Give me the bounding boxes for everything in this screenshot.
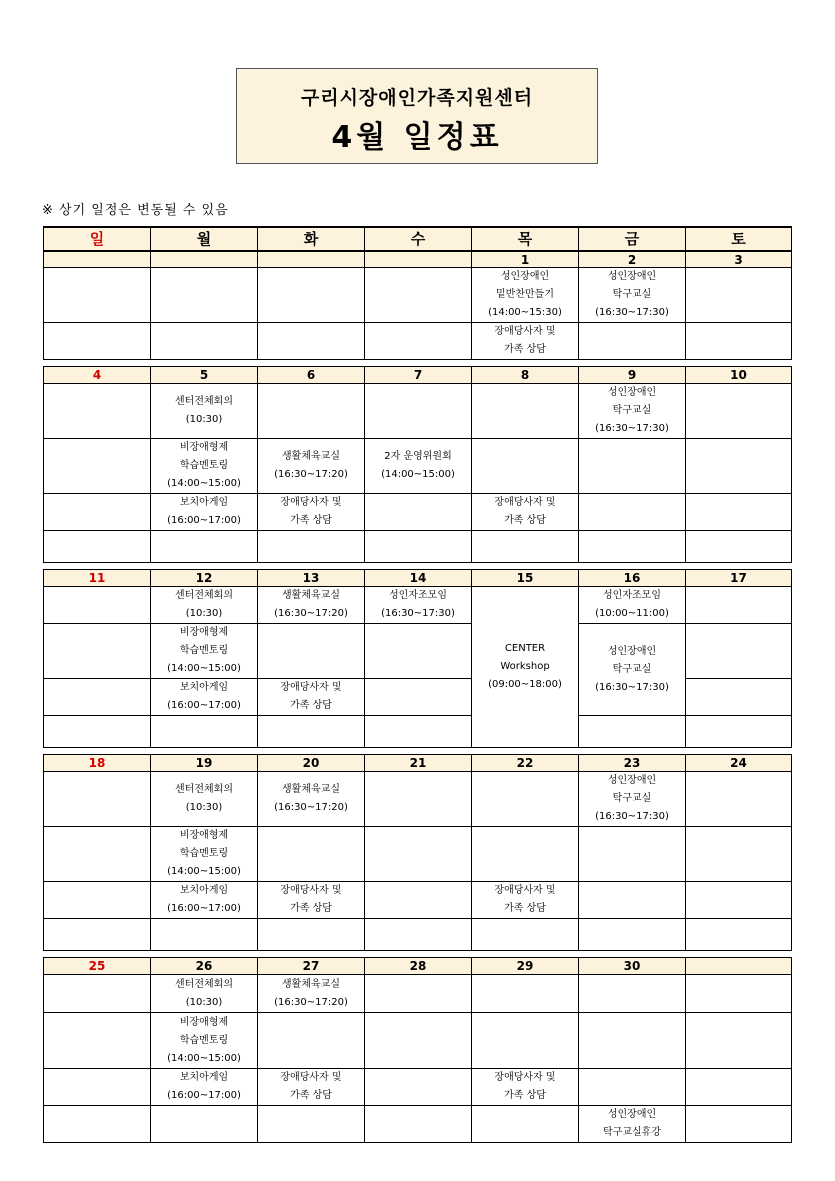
empty-cell xyxy=(472,384,579,439)
week-gap xyxy=(44,360,792,367)
date-cell: 27 xyxy=(258,958,365,975)
event-cell xyxy=(258,882,365,919)
event-text: 장애당사자 및 xyxy=(494,497,556,508)
title-box xyxy=(236,68,598,164)
event-text: 가족 상담 xyxy=(290,1090,332,1101)
empty-cell xyxy=(44,975,151,1013)
event-text: 가족 상담 xyxy=(504,344,546,355)
empty-cell xyxy=(258,716,365,748)
weekday-wed: 수 xyxy=(365,227,472,251)
empty-cell xyxy=(686,975,792,1013)
weekday-sun: 일 xyxy=(44,227,151,251)
event-text: 학습멘토링 xyxy=(179,1034,229,1046)
event-text: (16:00~17:00) xyxy=(167,1090,241,1101)
event-cell xyxy=(151,679,258,716)
empty-cell xyxy=(258,1013,365,1069)
date-cell: 7 xyxy=(365,367,472,384)
empty-cell xyxy=(686,587,792,624)
event-cell xyxy=(151,624,258,679)
event-text: (10:30) xyxy=(185,414,223,425)
date-cell: 24 xyxy=(686,755,792,772)
empty-cell xyxy=(44,1106,151,1143)
empty-cell xyxy=(258,919,365,951)
event-cell xyxy=(258,1069,365,1106)
event-cell xyxy=(258,494,365,531)
event-cell xyxy=(365,587,472,624)
event-text: 장애당사자 및 xyxy=(280,885,342,896)
event-text: 2자 운영위원회 xyxy=(384,451,452,462)
event-text: 탁구교실 xyxy=(612,289,652,300)
event-text: 장애당사자 및 xyxy=(494,885,556,896)
empty-cell xyxy=(258,827,365,882)
empty-cell xyxy=(365,882,472,919)
event-text: (14:00~15:00) xyxy=(167,478,241,489)
event-text: 가족 상담 xyxy=(504,1090,546,1101)
empty-cell xyxy=(686,494,792,531)
empty-cell xyxy=(579,1013,686,1069)
event-text: (16:30~17:30) xyxy=(595,681,669,693)
empty-cell xyxy=(686,679,792,716)
date-row xyxy=(44,958,792,975)
empty-cell xyxy=(579,716,686,748)
date-cell: 12 xyxy=(151,570,258,587)
date-cell: 15 xyxy=(472,570,579,587)
event-row xyxy=(44,975,792,1013)
empty-cell xyxy=(472,919,579,951)
date-cell: 14 xyxy=(365,570,472,587)
date-cell: 10 xyxy=(686,367,792,384)
empty-cell xyxy=(44,587,151,624)
event-text: 학습멘토링 xyxy=(179,460,229,471)
event-text: 학습멘토링 xyxy=(179,645,229,656)
empty-cell xyxy=(365,494,472,531)
event-text: (10:30) xyxy=(185,802,223,813)
empty-cell xyxy=(365,624,472,679)
date-cell xyxy=(365,251,472,268)
event-text: (14:00~15:00) xyxy=(167,1052,241,1064)
event-text: 생활체육교실 xyxy=(282,978,340,990)
empty-cell xyxy=(686,439,792,494)
empty-cell xyxy=(472,975,579,1013)
event-cell xyxy=(151,494,258,531)
event-text: 탁구교실 xyxy=(612,405,652,416)
empty-cell xyxy=(579,1069,686,1106)
empty-cell xyxy=(579,919,686,951)
event-text: 장애당사자 및 xyxy=(494,1072,556,1083)
weekday-thu: 목 xyxy=(472,227,579,251)
weekday-tue: 화 xyxy=(258,227,365,251)
event-row xyxy=(44,882,792,919)
event-text: 장애당사자 및 xyxy=(280,682,342,693)
event-cell xyxy=(258,772,365,827)
event-text: 생활체육교실 xyxy=(282,451,340,462)
event-cell xyxy=(151,882,258,919)
event-row xyxy=(44,384,792,439)
date-cell xyxy=(258,251,365,268)
event-text: 센터전체회의 xyxy=(175,590,233,601)
empty-cell xyxy=(579,439,686,494)
empty-cell xyxy=(44,919,151,951)
empty-cell xyxy=(365,323,472,360)
event-cell xyxy=(151,587,258,624)
date-cell: 3 xyxy=(686,251,792,268)
empty-cell xyxy=(686,268,792,323)
date-cell: 2 xyxy=(579,251,686,268)
event-row xyxy=(44,624,792,679)
empty-cell xyxy=(686,772,792,827)
event-row xyxy=(44,531,792,563)
empty-cell xyxy=(579,882,686,919)
empty-cell xyxy=(44,827,151,882)
date-cell: 1 xyxy=(472,251,579,268)
event-text: CENTER xyxy=(504,643,546,654)
empty-cell xyxy=(365,1069,472,1106)
event-cell xyxy=(258,587,365,624)
date-cell: 21 xyxy=(365,755,472,772)
date-cell: 29 xyxy=(472,958,579,975)
event-text: (14:00~15:00) xyxy=(381,469,455,480)
empty-cell xyxy=(365,1106,472,1143)
week-gap xyxy=(44,951,792,958)
event-text: (14:00~15:00) xyxy=(167,663,241,674)
date-cell: 16 xyxy=(579,570,686,587)
empty-cell xyxy=(472,1013,579,1069)
empty-cell xyxy=(151,531,258,563)
event-text: (16:00~17:00) xyxy=(167,515,241,526)
event-text: 비장애형제 xyxy=(179,627,229,638)
empty-cell xyxy=(151,323,258,360)
date-cell: 5 xyxy=(151,367,258,384)
date-cell: 4 xyxy=(44,367,151,384)
event-text: 성인장애인 xyxy=(607,645,657,657)
empty-cell xyxy=(44,772,151,827)
empty-cell xyxy=(44,323,151,360)
event-text: 탁구교실 xyxy=(612,793,652,804)
event-text: 보치아게임 xyxy=(179,497,229,508)
empty-cell xyxy=(44,882,151,919)
empty-cell xyxy=(579,531,686,563)
event-cell xyxy=(151,827,258,882)
date-row xyxy=(44,570,792,587)
empty-cell xyxy=(686,827,792,882)
event-cell xyxy=(472,1069,579,1106)
empty-cell xyxy=(258,268,365,323)
date-cell: 8 xyxy=(472,367,579,384)
event-cell xyxy=(579,384,686,439)
empty-cell xyxy=(258,624,365,679)
event-row xyxy=(44,494,792,531)
event-text: (10:00~11:00) xyxy=(595,608,669,619)
event-text: 센터전체회의 xyxy=(175,396,233,407)
event-text: 성인자조모임 xyxy=(389,590,447,601)
event-cell xyxy=(579,1106,686,1143)
empty-cell xyxy=(151,1106,258,1143)
empty-cell xyxy=(44,1069,151,1106)
date-cell: 23 xyxy=(579,755,686,772)
event-text: (16:00~17:00) xyxy=(167,700,241,711)
empty-cell xyxy=(686,1106,792,1143)
date-cell: 25 xyxy=(44,958,151,975)
page-title: 4월 일정표 xyxy=(331,120,503,155)
empty-cell xyxy=(686,882,792,919)
empty-cell xyxy=(686,531,792,563)
event-row xyxy=(44,1069,792,1106)
org-name: 구리시장애인가족지원센터 xyxy=(300,87,534,109)
event-text: 장애당사자 및 xyxy=(280,497,342,508)
date-cell: 26 xyxy=(151,958,258,975)
event-text: (14:00~15:30) xyxy=(488,307,562,318)
event-text: 가족 상담 xyxy=(290,903,332,914)
date-cell xyxy=(151,251,258,268)
event-text: 가족 상담 xyxy=(504,515,546,526)
empty-cell xyxy=(44,679,151,716)
empty-cell xyxy=(151,268,258,323)
empty-cell xyxy=(472,827,579,882)
event-text: 밑반찬만들기 xyxy=(496,289,554,300)
event-row xyxy=(44,1013,792,1069)
weekday-sat: 토 xyxy=(686,227,792,251)
event-text: 성인장애인 xyxy=(607,271,657,282)
date-cell: 28 xyxy=(365,958,472,975)
event-row xyxy=(44,323,792,360)
date-row xyxy=(44,755,792,772)
date-cell: 9 xyxy=(579,367,686,384)
date-cell: 13 xyxy=(258,570,365,587)
event-row xyxy=(44,716,792,748)
empty-cell xyxy=(365,716,472,748)
empty-cell xyxy=(365,384,472,439)
event-text: 센터전체회의 xyxy=(175,784,233,795)
empty-cell xyxy=(258,1106,365,1143)
event-text: (16:30~17:30) xyxy=(595,811,669,822)
date-cell: 30 xyxy=(579,958,686,975)
event-text: (16:30~17:20) xyxy=(274,608,348,619)
empty-cell xyxy=(44,716,151,748)
event-text: 장애당사자 및 xyxy=(280,1072,342,1083)
date-cell xyxy=(686,958,792,975)
event-row xyxy=(44,919,792,951)
event-text: (16:30~17:20) xyxy=(274,469,348,480)
empty-cell xyxy=(151,919,258,951)
event-text: 가족 상담 xyxy=(290,515,332,526)
event-text: (09:00~18:00) xyxy=(488,679,562,690)
event-cell xyxy=(151,384,258,439)
empty-cell xyxy=(365,919,472,951)
week-gap xyxy=(44,748,792,755)
event-cell xyxy=(472,268,579,323)
empty-cell xyxy=(365,268,472,323)
event-text: 보치아게임 xyxy=(179,885,229,896)
empty-cell xyxy=(151,716,258,748)
event-cell xyxy=(579,268,686,323)
date-cell: 19 xyxy=(151,755,258,772)
event-text: 센터전체회의 xyxy=(175,978,233,990)
empty-cell xyxy=(579,494,686,531)
empty-cell xyxy=(686,1069,792,1106)
event-text: 가족 상담 xyxy=(504,903,546,914)
empty-cell xyxy=(472,772,579,827)
weekday-mon: 월 xyxy=(151,227,258,251)
empty-cell xyxy=(579,975,686,1013)
event-cell xyxy=(258,679,365,716)
event-text: (16:30~17:30) xyxy=(381,608,455,619)
event-text: 보치아게임 xyxy=(179,682,229,693)
empty-cell xyxy=(686,716,792,748)
event-cell xyxy=(472,323,579,360)
date-cell: 20 xyxy=(258,755,365,772)
event-text: (16:30~17:30) xyxy=(595,307,669,318)
event-text: 비장애형제 xyxy=(179,1016,229,1028)
empty-cell xyxy=(258,323,365,360)
empty-cell xyxy=(44,384,151,439)
empty-cell xyxy=(365,827,472,882)
empty-cell xyxy=(579,323,686,360)
event-cell xyxy=(579,772,686,827)
empty-cell xyxy=(44,1013,151,1069)
event-text: 탁구교실휴강 xyxy=(603,1127,661,1138)
empty-cell xyxy=(365,679,472,716)
empty-cell xyxy=(44,531,151,563)
empty-cell xyxy=(579,827,686,882)
date-cell: 17 xyxy=(686,570,792,587)
event-cell xyxy=(579,624,686,716)
weekday-header-row xyxy=(44,227,792,251)
event-row xyxy=(44,268,792,323)
event-text: 가족 상담 xyxy=(290,700,332,711)
event-text: 비장애형제 xyxy=(179,442,229,453)
date-cell: 18 xyxy=(44,755,151,772)
event-row xyxy=(44,772,792,827)
empty-cell xyxy=(365,772,472,827)
empty-cell xyxy=(472,439,579,494)
event-text: 생활체육교실 xyxy=(282,784,340,795)
empty-cell xyxy=(258,384,365,439)
event-cell xyxy=(258,975,365,1013)
empty-cell xyxy=(365,1013,472,1069)
date-row xyxy=(44,367,792,384)
empty-cell xyxy=(472,531,579,563)
empty-cell xyxy=(472,1106,579,1143)
event-cell xyxy=(151,1069,258,1106)
empty-cell xyxy=(44,268,151,323)
event-text: (10:30) xyxy=(185,996,223,1008)
event-text: 장애당사자 및 xyxy=(494,326,556,337)
event-text: (16:30~17:30) xyxy=(595,423,669,434)
event-cell xyxy=(151,439,258,494)
event-text: (14:00~15:00) xyxy=(167,866,241,877)
empty-cell xyxy=(686,919,792,951)
event-text: 생활체육교실 xyxy=(282,590,340,601)
event-text: 성인자조모임 xyxy=(603,590,661,601)
schedule-note: ※ 상기 일정은 변동될 수 있음 xyxy=(42,203,229,218)
empty-cell xyxy=(258,531,365,563)
event-text: (10:30) xyxy=(185,608,223,619)
empty-cell xyxy=(365,975,472,1013)
event-text: (16:30~17:20) xyxy=(274,802,348,813)
event-cell xyxy=(579,587,686,624)
event-row xyxy=(44,439,792,494)
week-gap xyxy=(44,563,792,570)
empty-cell xyxy=(686,1013,792,1069)
date-row xyxy=(44,251,792,268)
event-text: 보치아게임 xyxy=(179,1072,229,1083)
empty-cell xyxy=(365,531,472,563)
event-row xyxy=(44,827,792,882)
event-cell xyxy=(365,439,472,494)
event-cell xyxy=(472,494,579,531)
event-text: (16:00~17:00) xyxy=(167,903,241,914)
event-cell xyxy=(151,1013,258,1069)
empty-cell xyxy=(686,384,792,439)
event-text: 비장애형제 xyxy=(179,830,229,841)
event-text: (16:30~17:20) xyxy=(274,996,348,1008)
event-text: 성인장애인 xyxy=(607,387,657,398)
weekday-fri: 금 xyxy=(579,227,686,251)
empty-cell xyxy=(44,494,151,531)
empty-cell xyxy=(44,439,151,494)
event-cell xyxy=(151,772,258,827)
event-cell xyxy=(258,439,365,494)
event-cell xyxy=(151,975,258,1013)
empty-cell xyxy=(686,323,792,360)
date-cell: 11 xyxy=(44,570,151,587)
event-cell xyxy=(472,587,579,748)
event-text: 탁구교실 xyxy=(612,663,652,675)
event-text: 성인장애인 xyxy=(607,1109,657,1120)
empty-cell xyxy=(44,624,151,679)
date-cell xyxy=(44,251,151,268)
event-row xyxy=(44,587,792,624)
event-text: Workshop xyxy=(500,661,550,672)
calendar-table xyxy=(43,226,792,1143)
event-row xyxy=(44,1106,792,1143)
event-text: 학습멘토링 xyxy=(179,848,229,859)
date-cell: 22 xyxy=(472,755,579,772)
event-text: 성인장애인 xyxy=(500,271,550,282)
date-cell: 6 xyxy=(258,367,365,384)
empty-cell xyxy=(686,624,792,679)
event-text: 성인장애인 xyxy=(607,775,657,786)
event-cell xyxy=(472,882,579,919)
